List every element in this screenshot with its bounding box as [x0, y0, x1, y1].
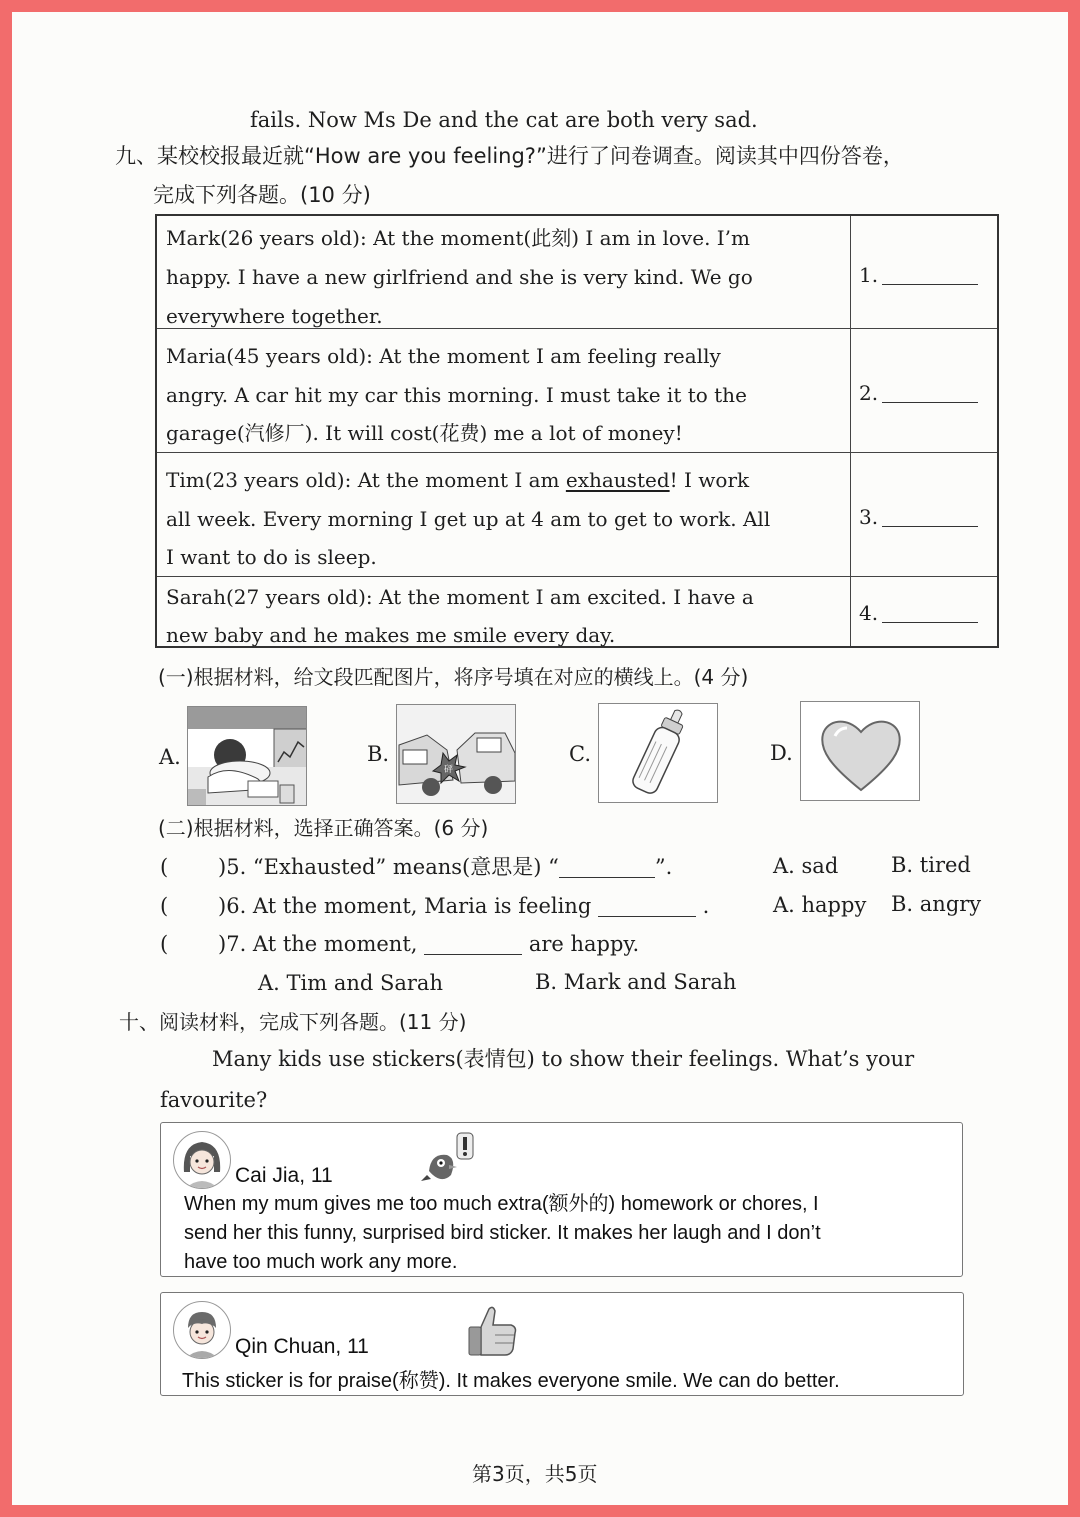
part2-heading: (二)根据材料，选择正确答案。(6 分)	[158, 816, 489, 840]
answer-blank-4[interactable]	[882, 606, 978, 623]
question-6	[218, 896, 709, 917]
row-line: I want to do is sleep.	[166, 545, 377, 569]
baby-bottle-icon	[598, 703, 718, 803]
table-cell-answer	[851, 577, 997, 646]
q6-paren-open: (	[160, 894, 169, 918]
question-7	[218, 934, 639, 955]
sticker-card-cai-jia	[160, 1122, 963, 1277]
girl-avatar-icon	[173, 1131, 231, 1189]
picture-label-c: C.	[569, 742, 591, 766]
q7-option-b[interactable]: B. Mark and Sarah	[535, 970, 737, 994]
q6-text-after: .	[702, 894, 710, 918]
exam-page	[12, 12, 1068, 1505]
question-5	[218, 857, 672, 878]
sticker-card-qin-chuan	[160, 1292, 964, 1396]
section10-intro-line1: Many kids use stickers(表情包) to show their feelings. What’s your	[212, 1047, 915, 1071]
row-line: new baby and he makes me smile every day.	[166, 623, 616, 647]
surprised-bird-icon	[421, 1131, 481, 1187]
boy-avatar-icon	[173, 1301, 231, 1359]
answer-blank-2[interactable]	[882, 386, 978, 403]
q6-text: 6. At the moment, Maria is feeling	[226, 894, 592, 918]
part1-heading: (一)根据材料，给文段匹配图片，将序号填在对应的横线上。(4 分)	[158, 665, 749, 689]
q6-blank[interactable]	[598, 898, 696, 917]
picture-label-b: B.	[367, 742, 390, 766]
section10-intro-line2: favourite?	[160, 1088, 268, 1112]
card-line: This sticker is for praise(称赞). It makes everyone smile. We can do better.	[182, 1370, 840, 1392]
table-cell-text	[157, 453, 851, 576]
q6-option-b[interactable]: B. angry	[891, 892, 982, 916]
table-cell-text	[157, 216, 851, 328]
answer-label: 3.	[859, 505, 879, 529]
card-line: When my mum gives me too much extra(额外的) homework or chores, I	[184, 1193, 819, 1215]
row-line: everywhere together.	[166, 304, 383, 328]
row-line: Tim(23 years old): At the moment I am exhausted! I work	[166, 468, 750, 492]
row-line: angry. A car hit my car this morning. I must take it to the	[166, 383, 747, 407]
table-row-sarah	[157, 577, 997, 646]
table-row-maria	[157, 329, 997, 453]
row-line: Mark(26 years old): At the moment(此刻) I am in love. I’m	[166, 226, 751, 250]
table-cell-answer	[851, 216, 997, 328]
q7-blank[interactable]	[424, 936, 522, 955]
row-line: happy. I have a new girlfriend and she is very kind. We go	[166, 265, 753, 289]
q5-option-a[interactable]: A. sad	[773, 854, 839, 878]
q7-text-after: are happy.	[528, 932, 640, 956]
section10-heading: 十、阅读材料，完成下列各题。(11 分)	[119, 1010, 467, 1034]
card-line: have too much work any more.	[184, 1251, 458, 1273]
q5-option-b[interactable]: B. tired	[891, 853, 971, 877]
sleeping-person-icon	[187, 706, 307, 806]
answer-blank-1[interactable]	[882, 268, 978, 285]
table-cell-text	[157, 329, 851, 452]
q5-text-after: ”.	[654, 855, 673, 879]
page-footer: 第3页，共5页	[472, 1462, 598, 1486]
answer-blank-3[interactable]	[882, 510, 978, 527]
svg-text:砰: 砰	[444, 765, 454, 775]
q5-close: )	[218, 855, 227, 879]
q5-paren-open: (	[160, 855, 169, 879]
q6-close: )	[218, 894, 227, 918]
picture-label-a: A.	[159, 745, 181, 769]
answer-label: 2.	[859, 381, 879, 405]
answer-label: 1.	[859, 263, 879, 287]
q7-text: 7. At the moment,	[226, 932, 418, 956]
exhausted-word: exhausted	[565, 468, 670, 492]
q5-text: 5. “Exhausted” means(意思是) “	[226, 855, 559, 879]
survey-table	[155, 214, 999, 648]
heart-icon	[800, 701, 920, 801]
q7-option-a[interactable]: A. Tim and Sarah	[258, 971, 443, 995]
table-cell-answer	[851, 329, 997, 452]
row-line: garage(汽修厂). It will cost(花费) me a lot of money!	[166, 421, 683, 445]
section9-heading-line2: 完成下列各题。(10 分)	[153, 183, 371, 207]
table-row-tim	[157, 453, 997, 577]
table-cell-answer	[851, 453, 997, 576]
section9-heading-line1: 九、某校校报最近就“How are you feeling?”进行了问卷调查。阅读其中四份答卷，	[115, 144, 904, 168]
row-line: Sarah(27 years old): At the moment I am excited. I have a	[166, 585, 754, 609]
car-crash-icon	[396, 704, 516, 804]
q5-blank[interactable]	[559, 859, 655, 878]
card-line: send her this funny, surprised bird sticker. It makes her laugh and I don’t	[184, 1222, 821, 1244]
q7-paren-open: (	[160, 932, 169, 956]
card-name: Cai Jia, 11	[235, 1164, 333, 1187]
table-cell-text	[157, 577, 851, 646]
q6-option-a[interactable]: A. happy	[773, 893, 867, 917]
card-name: Qin Chuan, 11	[235, 1335, 369, 1358]
table-row-mark	[157, 216, 997, 329]
thumbs-up-icon	[465, 1303, 521, 1357]
picture-label-d: D.	[770, 741, 793, 765]
answer-label: 4.	[859, 601, 879, 625]
row-line: Maria(45 years old): At the moment I am feeling really	[166, 344, 721, 368]
top-line: fails. Now Ms De and the cat are both very sad.	[250, 108, 758, 132]
row-line: all week. Every morning I get up at 4 am to get to work. All	[166, 507, 771, 531]
q7-close: )	[218, 932, 227, 956]
